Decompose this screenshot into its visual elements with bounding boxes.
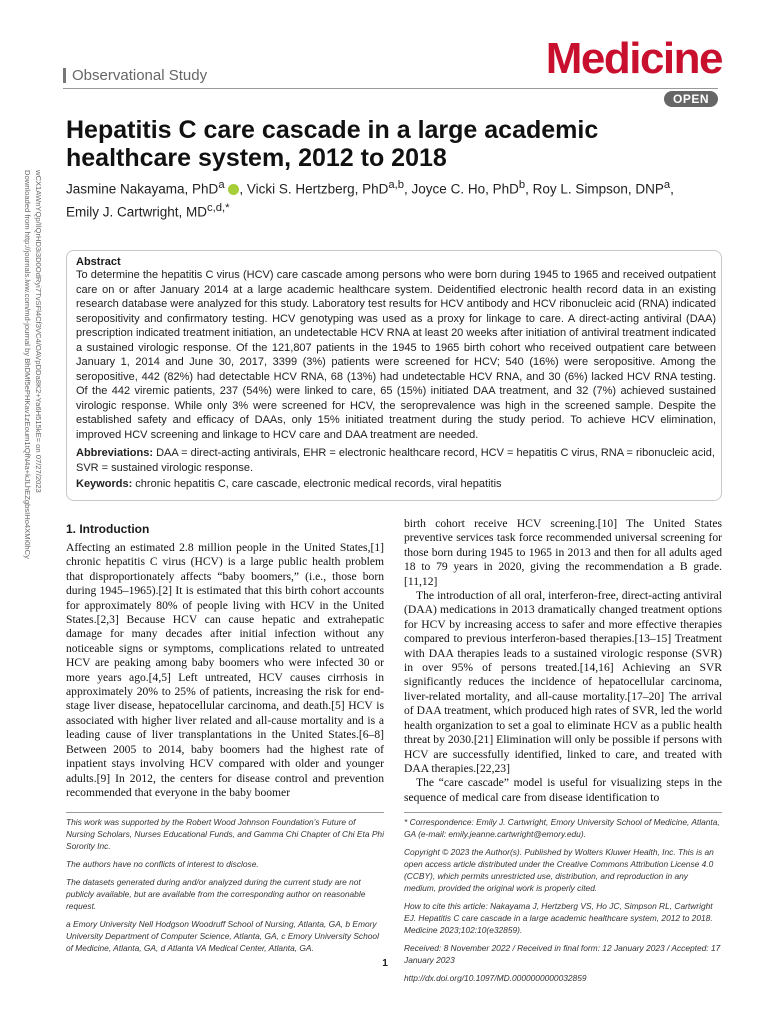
- keywords-text: chronic hepatitis C, care cascade, electronic medical records, viral hepatitis: [132, 478, 502, 490]
- author-name: , Joyce C. Ho, PhD: [404, 181, 519, 197]
- section-heading: 1. Introduction: [66, 522, 150, 536]
- body-paragraph: The “care cascade” model is useful for visualizing steps in the sequence of medical care from disease identification to: [404, 776, 722, 804]
- footnote-divider: [404, 812, 722, 813]
- data-availability-note: The datasets generated during and/or analyzed during the current study are not publicly available, but are available from the corresponding author on reasonable request.: [66, 877, 366, 911]
- author-name: , Vicki S. Hertzberg, PhD: [239, 181, 389, 197]
- download-strip-line2: wCX1AWnYQp/IlQrHD3i3D0OdRyi7TvSFl4Cf3VC4/OAVpDDa8K2+Ya6H515kE= on 07/27/2023: [34, 170, 43, 493]
- keywords-label: Keywords:: [76, 478, 133, 490]
- abbreviations: [76, 446, 716, 475]
- abstract-text: To determine the hepatitis C virus (HCV) care cascade among persons who were born during 1945 to 1965 and received outpatient care on or after January 2014 at a large academic healthcare system. Deidentified electronic health record data in an existing research database were analyzed for this study. Laboratory test results for HCV antibody and HCV ribonucleic acid (RNA) indicated seropositivity and confirmatory testing. HCV genotyping was used as a proxy for linkage to care. A direct-acting antiviral (DAA) prescription indicated treatment initiation, an undetectable HCV RNA at least 20 weeks after initiation of antiviral treatment indicated a sustained virologic response. Of the 121,807 patients in the 1945 to 1965 birth cohort who received outpatient care between January 1, 2014 and June 30, 2017, 3399 (3%) patients were screened for HCV; 540 (16%) were seropositive. Among the seropositive, 442 (82%) had detectable HCV RNA, 68 (13%) had undetectable HCV RNA, and 30 (6%) lacked HCV RNA testing. Of the 442 viremic patients, 237 (54%) were linked to care, 65 (15%) initiated DAA treatment, and 32 (7%) achieved sustained virologic response. While only 3% were screened for HCV, the seroprevalence was high in the screened sample. Despite the established safety and efficacy of DAAs, only 15% initiated treatment during the study period. To achieve HCV elimination, improved HCV screening and linkage to HCV care and DAA treatment are needed.: [76, 269, 716, 441]
- download-strip-line1: Downloaded from http://journals.lww.com/md-journal by BhDMf5ePHKav1zEoum1tQfN4a+kJLhEZgbsIHo4XMi0hCy: [23, 170, 32, 559]
- author-affiliation-mark: a,b: [388, 179, 405, 191]
- author-list: [66, 176, 726, 221]
- author-separator: ,: [670, 181, 674, 197]
- keywords: [76, 477, 716, 492]
- page-number: 1: [382, 958, 388, 969]
- footnotes-left: [66, 816, 384, 960]
- affiliations-note: a Emory University Nell Hodgson Woodruff School of Nursing, Atlanta, GA, b Emory University Department of Computer Science, Atlanta, GA, c Emory University School of Medicine, Atlanta, GA, d Atlanta VA Medical Center, Atlanta, GA.: [66, 919, 379, 953]
- author-affiliation-mark: a: [218, 179, 225, 191]
- abstract-heading: Abstract: [76, 256, 121, 268]
- article-title: Hepatitis C care cascade in a large academic healthcare system, 2012 to 2018: [66, 116, 599, 172]
- footnote-divider: [66, 812, 384, 813]
- copyright-note: Copyright © 2023 the Author(s). Published by Wolters Kluwer Health, Inc. This is an open access article distributed under the Creative Commons Attribution License 4.0 (CCBY), which permits unrestricted use, distribution, and reproduction in any medium, provided the original work is properly cited.: [404, 847, 714, 893]
- orcid-icon[interactable]: [228, 184, 239, 195]
- doi-link[interactable]: http://dx.doi.org/10.1097/MD.0000000000032859: [404, 973, 587, 983]
- body-paragraph: Affecting an estimated 2.8 million people in the United States,[1] chronic hepatitis C virus (HCV) is a large public health problem that disproportionately affects “baby boomers,” (i.e., those born during 1945–1965).[2] It is estimated that this birth cohort accounts for approximately 80% of people living with HCV in the United States.[2,3] Because HCV can cause hepatic and extrahepatic damage for many decades after initial infection without any noticeable signs or symptoms, complications related to untreated HCV are peaking among baby boomers who were infected 30 or more years ago.[4,5] Left untreated, HCV causes cirrhosis in approximately 20% to 25% of patients, increasing the risk for end-stage liver disease, hepatocellular carcinoma, and death.[5] HCV is associated with higher liver related and all-cause mortality and is a leading cause of liver transplantations in the United States.[6–8] Between 2005 to 2014, baby boomers had the highest rate of inpatient stays involving HCV compared with older and younger adults.[9] In 2012, the centers for disease control and prevention recommended that everyone in the baby boomer: [66, 541, 384, 799]
- author-affiliation-mark: c,d,*: [207, 201, 230, 214]
- citation-note: How to cite this article: Nakayama J, Hertzberg VS, Ho JC, Simpson RL, Cartwright EJ. Hepatitis C care cascade in a large academic healthcare system, 2012 to 2018. Medicine 2023;102:10(e32859).: [404, 901, 713, 935]
- author-name: , Roy L. Simpson, DNP: [525, 181, 664, 197]
- author-name: Emily J. Cartwright, MD: [66, 204, 208, 219]
- study-type-label: Observational Study: [63, 68, 207, 83]
- body-paragraph: birth cohort receive HCV screening.[10] The United States preventive services task force recommended universal screening for those born during 1945 to 1965 in 2013 and then for all adults aged 18 to 79 years in 2020, giving the recommendation a B grade.[11,12]: [404, 517, 722, 588]
- author-affiliation-mark: b: [518, 179, 526, 191]
- correspondence-note: * Correspondence: Emily J. Cartwright, Emory University School of Medicine, Atlanta, GA (e-mail: emily.jeanne.cartwright@emory.edu).: [404, 817, 720, 839]
- funding-note: This work was supported by the Robert Wood Johnson Foundation’s Future of Nursing Scholars, Nurses Educational Funds, and Gamma Chi Chapter of Chi Eta Phi Sorority Inc.: [66, 817, 384, 851]
- body-paragraph: The introduction of all oral, interferon-free, direct-acting antiviral (DAA) medications in 2013 dramatically changed treatment options for HCV by increasing access to safer and more effective therapies compared to previous interferon-based therapies.[13–15] Treatment with DAA therapies leads to a sustained virologic response (SVR) in over 95% of persons treated.[14,16] Achieving an SVR significantly reduces the incidence of hepatocellular carcinoma, liver-related mortality, and all-cause mortality.[17–20] The arrival of DAA treatment, which produced high rates of SVR, led the world health organization to set a goal to eliminate HCV as a public health threat by 2030.[21] Elimination will only be possible if persons with HCV are successfully identified, linked to care, and treated with DAA therapies.[22,23]: [404, 589, 722, 775]
- received-dates: Received: 8 November 2022 / Received in final form: 12 January 2023 / Accepted: 17 January 2023: [404, 943, 721, 965]
- abbreviations-text: DAA = direct-acting antivirals, EHR = electronic healthcare record, HCV = hepatitis C virus, RNA = ribonucleic acid, SVR = sustained virologic response.: [76, 447, 715, 474]
- conflict-note: The authors have no conflicts of interest to disclose.: [66, 859, 259, 869]
- abbreviations-label: Abbreviations:: [76, 447, 154, 459]
- open-access-badge: OPEN: [664, 91, 718, 107]
- author-name: Jasmine Nakayama, PhD: [66, 181, 219, 197]
- download-strip: [22, 170, 46, 590]
- body-column-left: [66, 541, 384, 800]
- header-divider: [63, 88, 718, 89]
- journal-logo: Medicine: [545, 34, 722, 83]
- author-affiliation-mark: a: [663, 179, 671, 191]
- body-column-right: [404, 517, 722, 805]
